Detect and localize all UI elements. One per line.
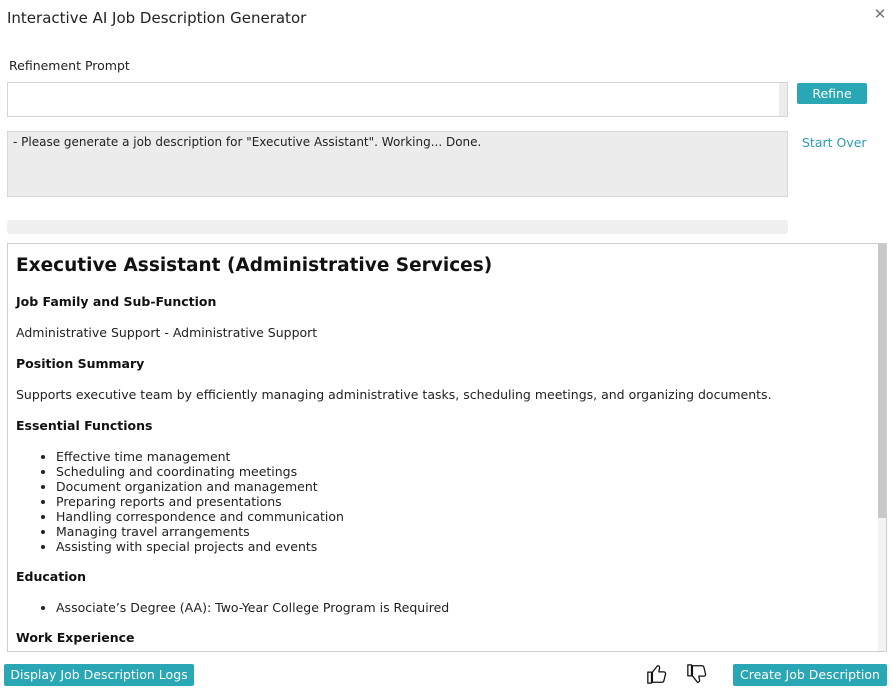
essential-functions-heading: Essential Functions	[16, 418, 153, 433]
job-family-heading: Job Family and Sub-Function	[16, 294, 217, 309]
essential-functions-list	[16, 449, 876, 554]
generation-log-text: - Please generate a job description for "Executive Assistant". Working... Done.	[13, 135, 482, 149]
work-experience-heading: Work Experience	[16, 630, 135, 645]
list-item: • Managing travel arrangements	[56, 524, 876, 539]
education-heading: Education	[16, 569, 86, 584]
list-item: • Scheduling and coordinating meetings	[56, 464, 876, 479]
education-list	[16, 600, 876, 615]
display-logs-button[interactable]: Display Job Description Logs	[4, 664, 194, 686]
thumbs-down-icon[interactable]	[686, 663, 708, 685]
result-scrollbar-thumb[interactable]	[878, 244, 886, 518]
start-over-link[interactable]: Start Over	[802, 135, 867, 150]
position-summary-text: Supports executive team by efficiently managing administrative tasks, scheduling meetings, and organizing documents.	[16, 387, 772, 402]
progress-bar	[7, 220, 788, 234]
thumbs-up-icon[interactable]	[646, 663, 668, 685]
close-icon[interactable]: ✕	[873, 5, 887, 23]
job-title: Executive Assistant (Administrative Services)	[16, 255, 493, 276]
job-description-content	[16, 244, 876, 646]
dialog-title: Interactive AI Job Description Generator	[7, 9, 307, 27]
list-item: • Effective time management	[56, 449, 876, 464]
job-description-panel[interactable]	[7, 243, 887, 652]
list-item: • Document organization and management	[56, 479, 876, 494]
job-family-text: Administrative Support - Administrative Support	[16, 325, 318, 340]
refinement-prompt-input[interactable]	[7, 82, 788, 117]
refine-button[interactable]: Refine	[797, 83, 867, 104]
prompt-scrollbar[interactable]	[779, 83, 787, 116]
list-item: • Preparing reports and presentations	[56, 494, 876, 509]
create-job-description-button[interactable]: Create Job Description	[733, 664, 887, 686]
list-item: • Handling correspondence and communication	[56, 509, 876, 524]
list-item: • Associate’s Degree (AA): Two-Year College Program is Required	[56, 600, 876, 615]
position-summary-heading: Position Summary	[16, 356, 145, 371]
refinement-prompt-label: Refinement Prompt	[9, 58, 130, 73]
list-item: • Assisting with special projects and events	[56, 539, 876, 554]
generation-log	[7, 131, 788, 197]
